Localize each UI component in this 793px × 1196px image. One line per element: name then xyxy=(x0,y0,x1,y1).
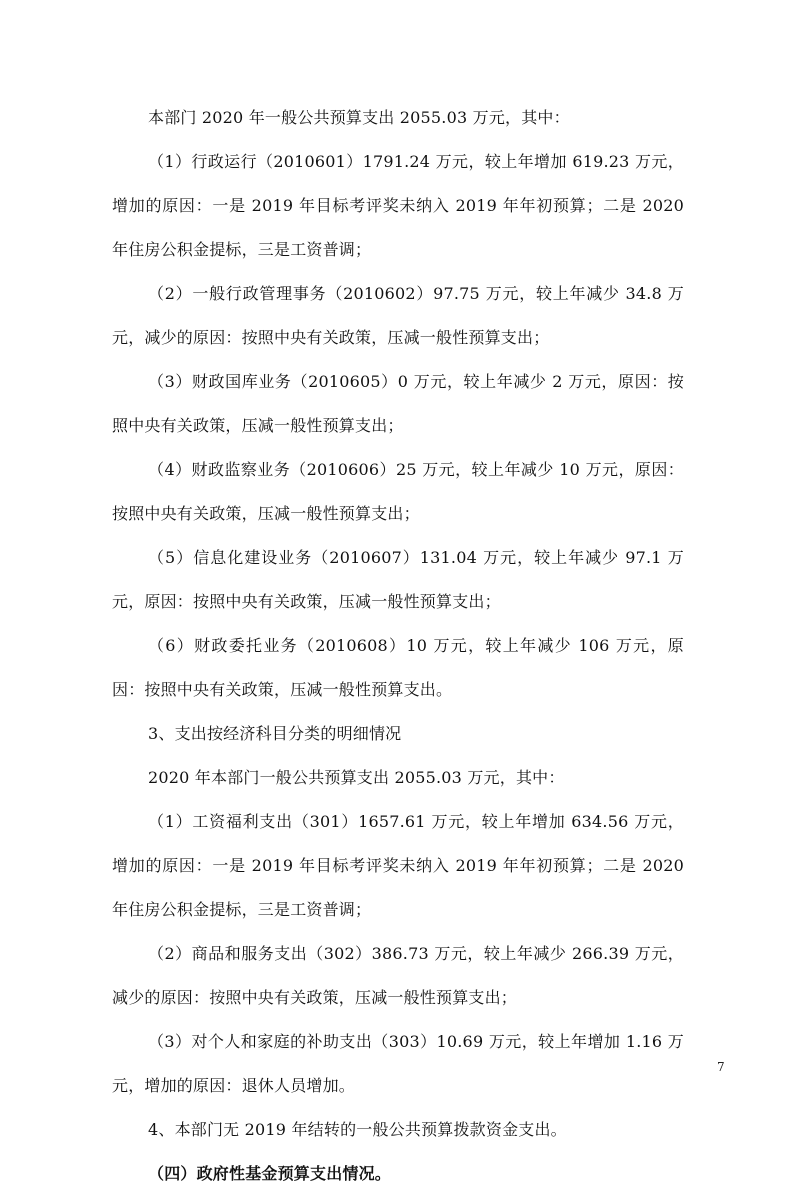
paragraph-item-treasury-business: （3）财政国库业务（2010605）0 万元，较上年减少 2 万元，原因：按照中央有关政策，压减一般性预算支出； xyxy=(112,372,684,435)
page-number: 7 xyxy=(717,1060,725,1074)
section-heading-economic-classification: 3、支出按经济科目分类的明细情况 xyxy=(148,724,402,743)
paragraph-item-wages-benefits: （1）工资福利支出（301）1657.61 万元，较上年增加 634.56 万元，增加的原因：一是 2019 年目标考评奖未纳入 2019 年年初预算；二是 2020 年住房公积金提标，三是工资普调； xyxy=(112,812,684,919)
section-heading-government-fund: （四）政府性基金预算支出情况。 xyxy=(148,1164,392,1183)
paragraph-carryover-statement: 4、本部门无 2019 年结转的一般公共预算拨款资金支出。 xyxy=(148,1120,567,1139)
paragraph-item-household-subsidies: （3）对个人和家庭的补助支出（303）10.69 万元，较上年增加 1.16 万元，增加的原因：退休人员增加。 xyxy=(112,1032,684,1095)
paragraph-item-general-administrative-affairs: （2）一般行政管理事务（2010602）97.75 万元，较上年减少 34.8 万元，减少的原因：按照中央有关政策，压减一般性预算支出； xyxy=(112,284,684,347)
paragraph-item-administrative-operations: （1）行政运行（2010601）1791.24 万元，较上年增加 619.23 万元，增加的原因：一是 2019 年目标考评奖未纳入 2019 年年初预算；二是 2020 年住房公积金提标，三是工资普调； xyxy=(112,152,684,259)
paragraph-item-goods-services: （2）商品和服务支出（302）386.73 万元，较上年减少 266.39 万元，减少的原因：按照中央有关政策，压减一般性预算支出； xyxy=(112,944,684,1007)
paragraph-economic-intro: 2020 年本部门一般公共预算支出 2055.03 万元，其中： xyxy=(148,768,565,787)
paragraph-item-supervision-business: （4）财政监察业务（2010606）25 万元，较上年减少 10 万元，原因：按照中央有关政策，压减一般性预算支出； xyxy=(112,460,684,523)
paragraph-item-entrusted-business: （6）财政委托业务（2010608）10 万元，较上年减少 106 万元，原因：按照中央有关政策，压减一般性预算支出。 xyxy=(112,636,684,699)
paragraph-item-informatization-business: （5）信息化建设业务（2010607）131.04 万元，较上年减少 97.1 万元，原因：按照中央有关政策，压减一般性预算支出； xyxy=(112,548,684,611)
document-body xyxy=(112,96,684,1196)
paragraph-intro: 本部门 2020 年一般公共预算支出 2055.03 万元，其中： xyxy=(148,108,570,127)
